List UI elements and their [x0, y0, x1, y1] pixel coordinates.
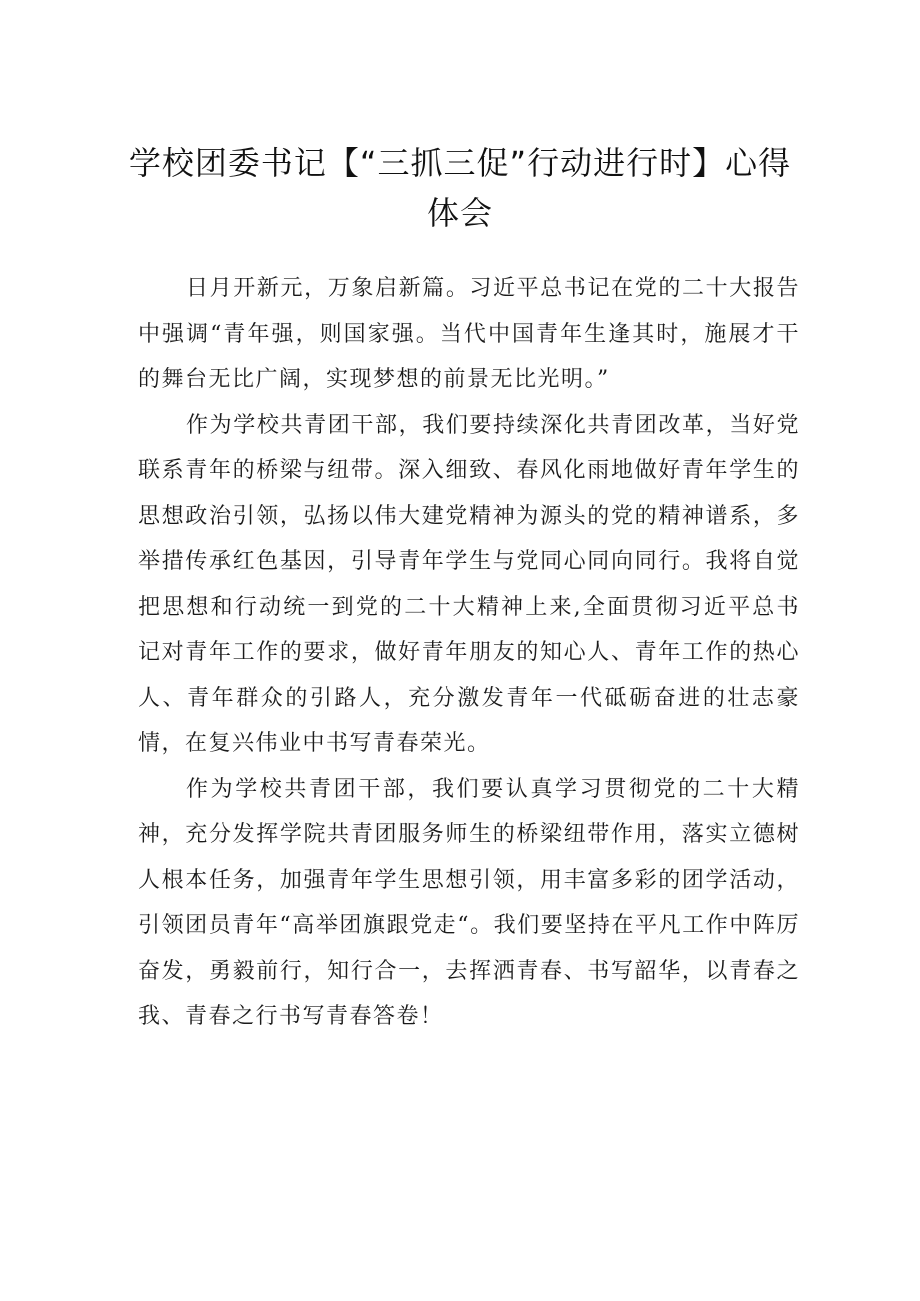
paragraph: 日月开新元，万象启新篇。习近平总书记在党的二十大报告中强调“青年强，则国家强。当代中国青年生逢其时，施展才干的舞台无比广阔，实现梦想的前景无比光明。”	[138, 276, 800, 392]
paragraph: 作为学校共青团干部，我们要认真学习贯彻党的二十大精神，充分发挥学院共青团服务师生的桥梁纽带作用，落实立德树人根本任务，加强青年学生思想引领，用丰富多彩的团学活动，引领团员青年“高举团旗跟党走“。我们要坚持在平凡工作中阵厉奋发，勇毅前行，知行合一，去挥洒青春、书写韶华，以青春之我、青春之行书写青春答卷！	[138, 776, 800, 1029]
document-title: 学校团委书记【“三抓三促”行动进行时】心得体会	[128, 144, 792, 232]
paragraph: 作为学校共青团干部，我们要持续深化共青团改革，当好党联系青年的桥梁与纽带。深入细致、春风化雨地做好青年学生的思想政治引领，弘扬以伟大建党精神为源头的党的精神谱系，多举措传承红色基因，引导青年学生与党同心同向同行。我将自觉把思想和行动统一到党的二十大精神上来,全面贯彻习近平总书记对青年工作的要求，做好青年朋友的知心人、青年工作的热心人、青年群众的引路人，充分激发青年一代砥砺奋进的壮志豪情，在复兴伟业中书写青春荣光。	[138, 412, 800, 756]
document-body	[138, 266, 800, 1040]
